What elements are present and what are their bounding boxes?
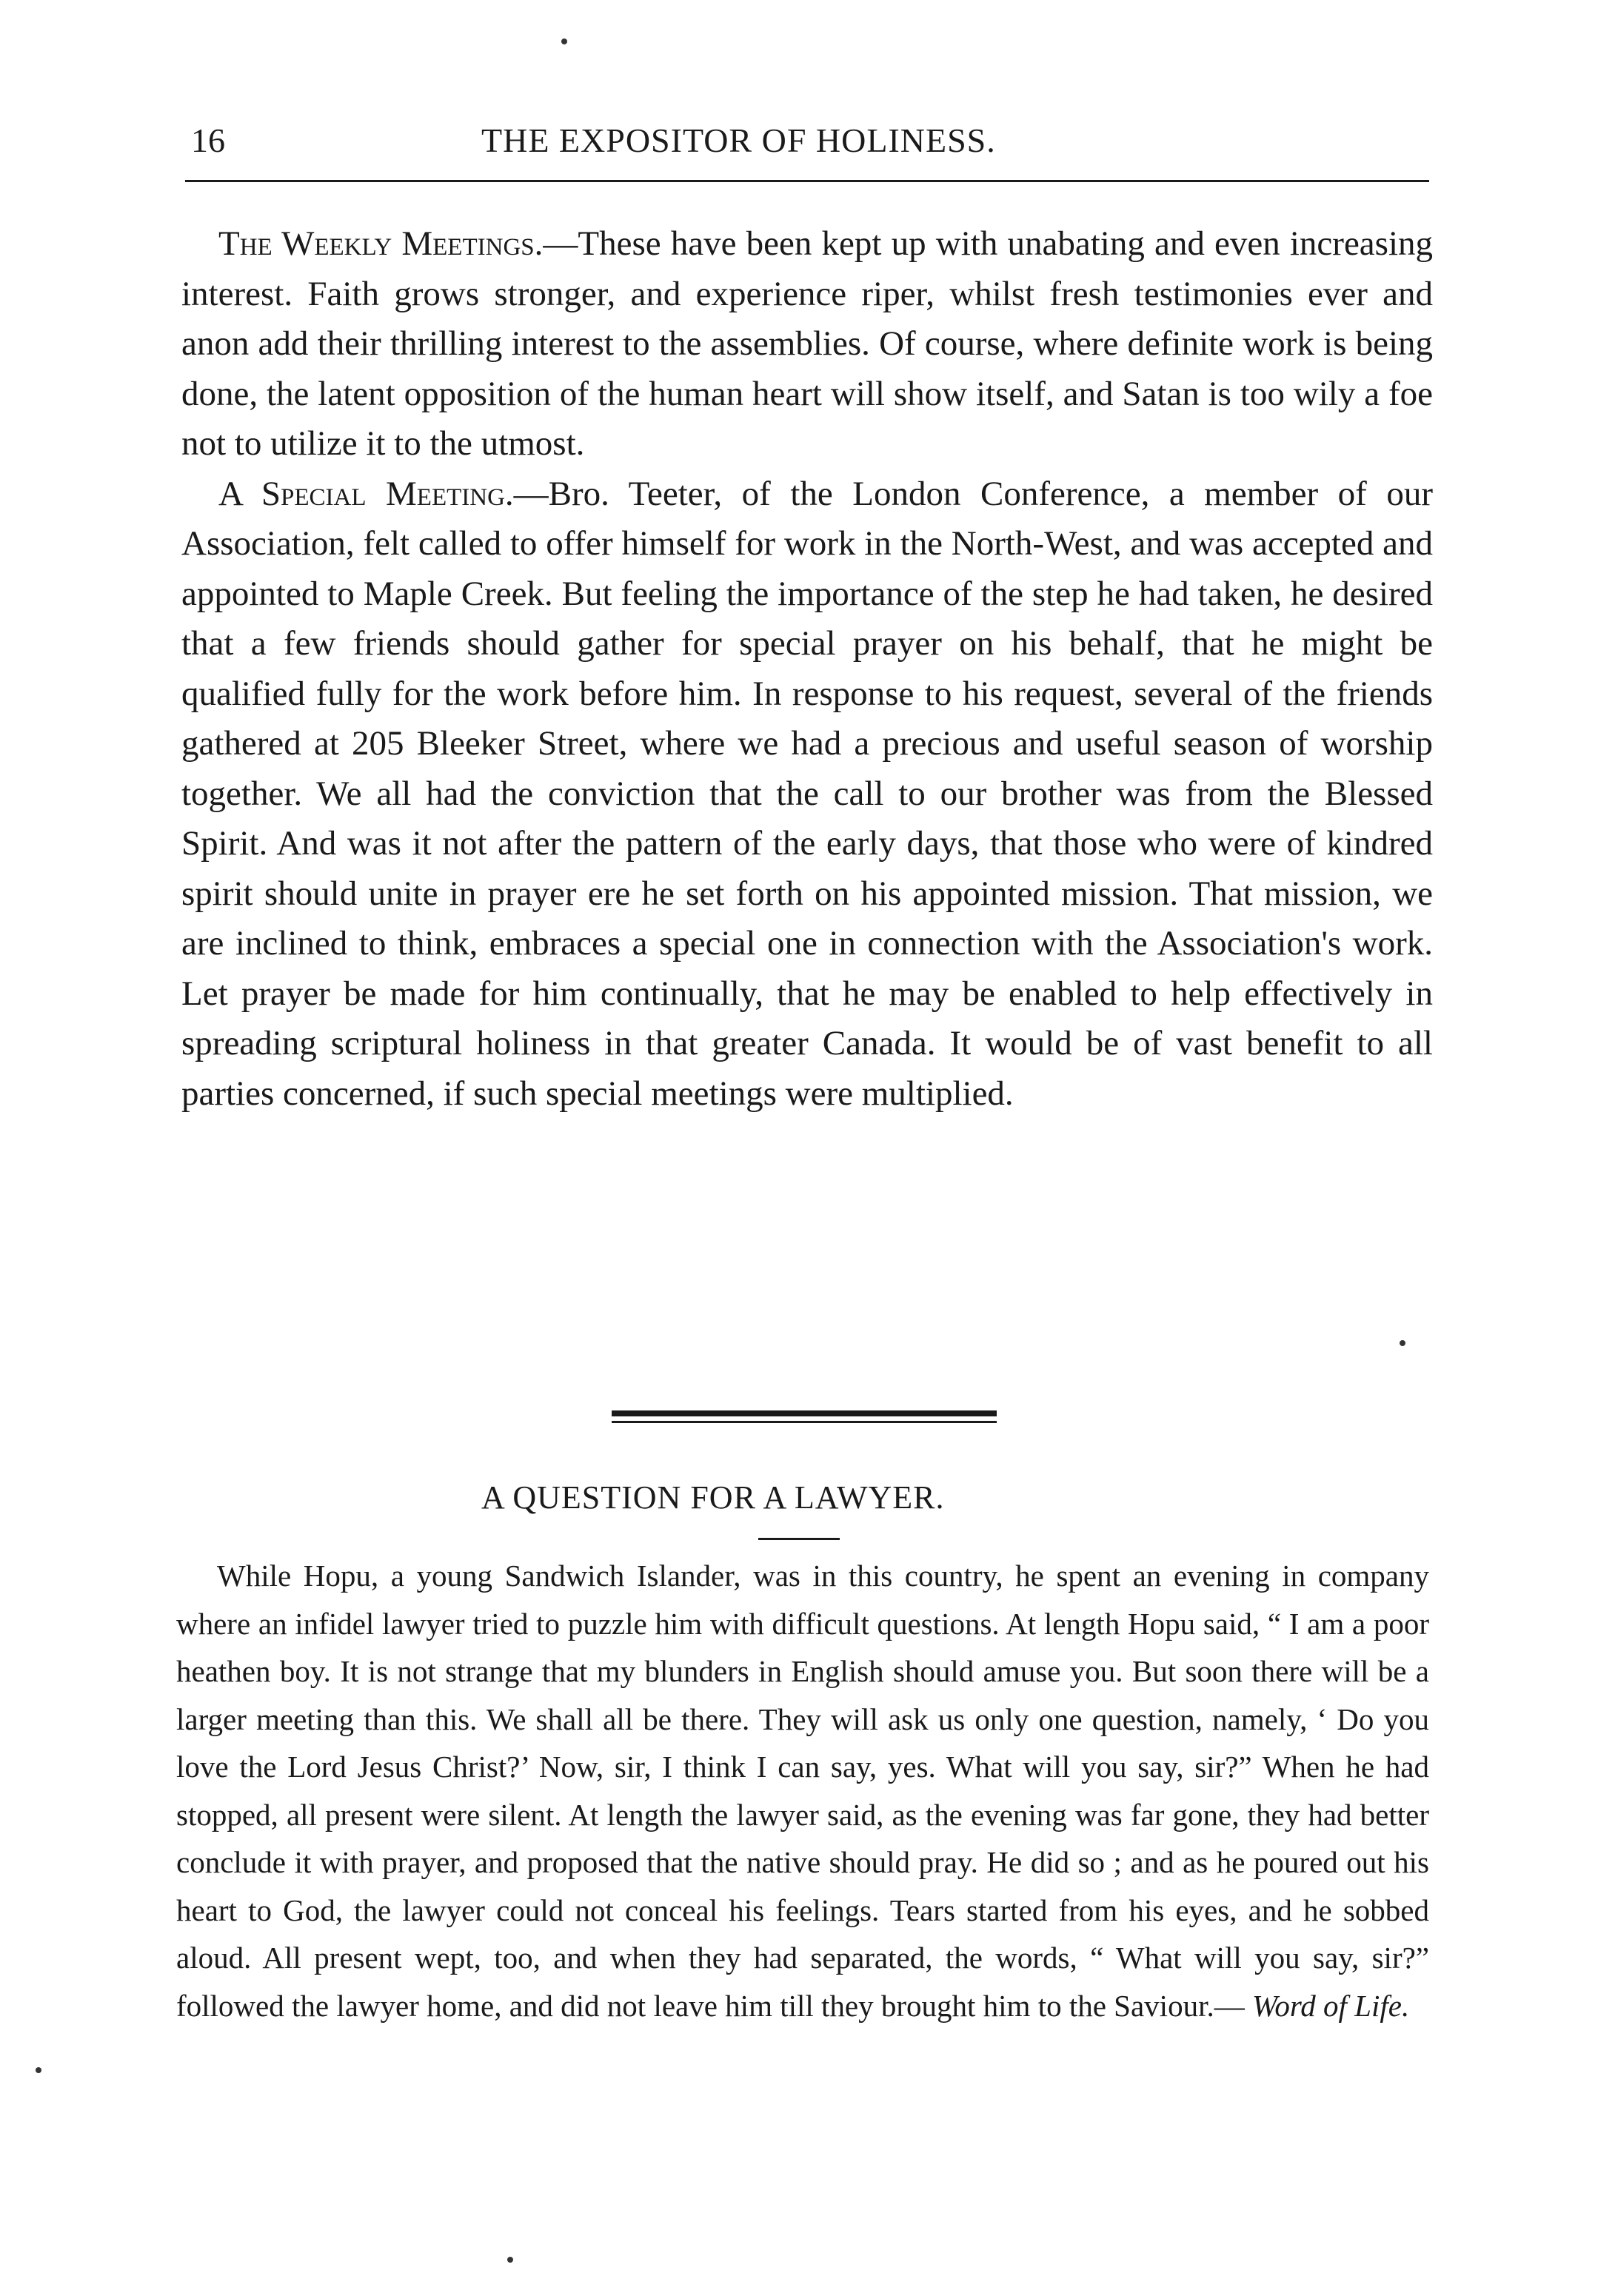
article-text: While Hopu, a young Sandwich Islander, was in this country, he spent an evening in company where an infidel lawyer tried to puzzle him with difficult questions. At length Hopu said, “ I am a poor heathen boy. It is not strange that my blunders in English should amuse you. But soon there will be a larger meeting than this. We shall all be there. They will ask us only one question, namely, ‘ Do you love the Lord Jesus Christ?’ Now, sir, I think I can say, yes. What will you say, sir?” When he had stopped, all present were silent. At length the lawyer said, as the evening was far gone, they had better conclude it with prayer, and proposed that the native should pray. He did so ; and as he poured out his heart to God, the lawyer could not conceal his feelings. Tears started from his eyes, and he sobbed aloud. All present wept, too, and when they had separated, the words, “ What will you say, sir?” followed the lawyer home, and did not leave him till they brought him to the Saviour.— <box>176 1559 1429 2023</box>
print-speck <box>561 39 567 44</box>
running-title: THE EXPOSITOR OF HOLINESS. <box>481 121 996 159</box>
title-rule <box>758 1538 840 1540</box>
print-speck <box>507 2257 513 2263</box>
print-speck <box>36 2067 41 2073</box>
editorial-notes <box>181 219 1433 1119</box>
special-meeting-text: —Bro. Teeter, of the London Conference, a member of our Association, felt called to offer himself for work in the North-West, and was accepted and appointed to Maple Creek. But feeling the importance of the step he had taken, he desired that a few friends should gather for special prayer on his behalf, that he might be qualified fully for the work before him. In response to his request, several of the friends gathered at 205 Bleeker Street, where we had a precious and useful season of worship together. We all had the conviction that the call to our brother was from the Blessed Spirit. And was it not after the pattern of the early days, that those who were of kindred spirit should unite in prayer ere he set forth on his appointed mission. That mission, we are inclined to think, embraces a special one in connection with the Association's work. Let prayer be made for him continually, that he may be enabled to help effectively in spreading scriptural holiness in that greater Canada. It would be of vast benefit to all parties concerned, if such special meetings were multiplied. <box>181 474 1433 1113</box>
header-rule <box>185 180 1429 182</box>
article-paragraph <box>176 1552 1429 2029</box>
page-number: 16 <box>191 121 225 159</box>
weekly-meetings-text: —These have been kept up with unabating and even increasing interest. Faith grows stronger, and experience riper, whilst fresh testimonies ever and anon add their thrilling interest to the assemblies. Of course, where definite work is being done, the latent opposition of the human heart will show itself, and Satan is too wily a foe not to utilize it to the utmost. <box>181 224 1434 463</box>
article-body <box>176 1552 1429 2029</box>
section-divider <box>612 1410 997 1423</box>
print-speck <box>1400 1340 1405 1346</box>
divider-thin-line <box>612 1421 997 1423</box>
weekly-meetings-heading: The Weekly Meetings. <box>218 224 544 263</box>
divider-thick-line <box>612 1410 997 1416</box>
article-title: A QUESTION FOR A LAWYER. <box>481 1479 945 1516</box>
special-meeting-paragraph <box>181 469 1433 1119</box>
article-source: Word of Life. <box>1251 1988 1410 2023</box>
weekly-meetings-paragraph <box>181 219 1433 469</box>
special-meeting-heading: A Special Meeting. <box>218 474 514 513</box>
